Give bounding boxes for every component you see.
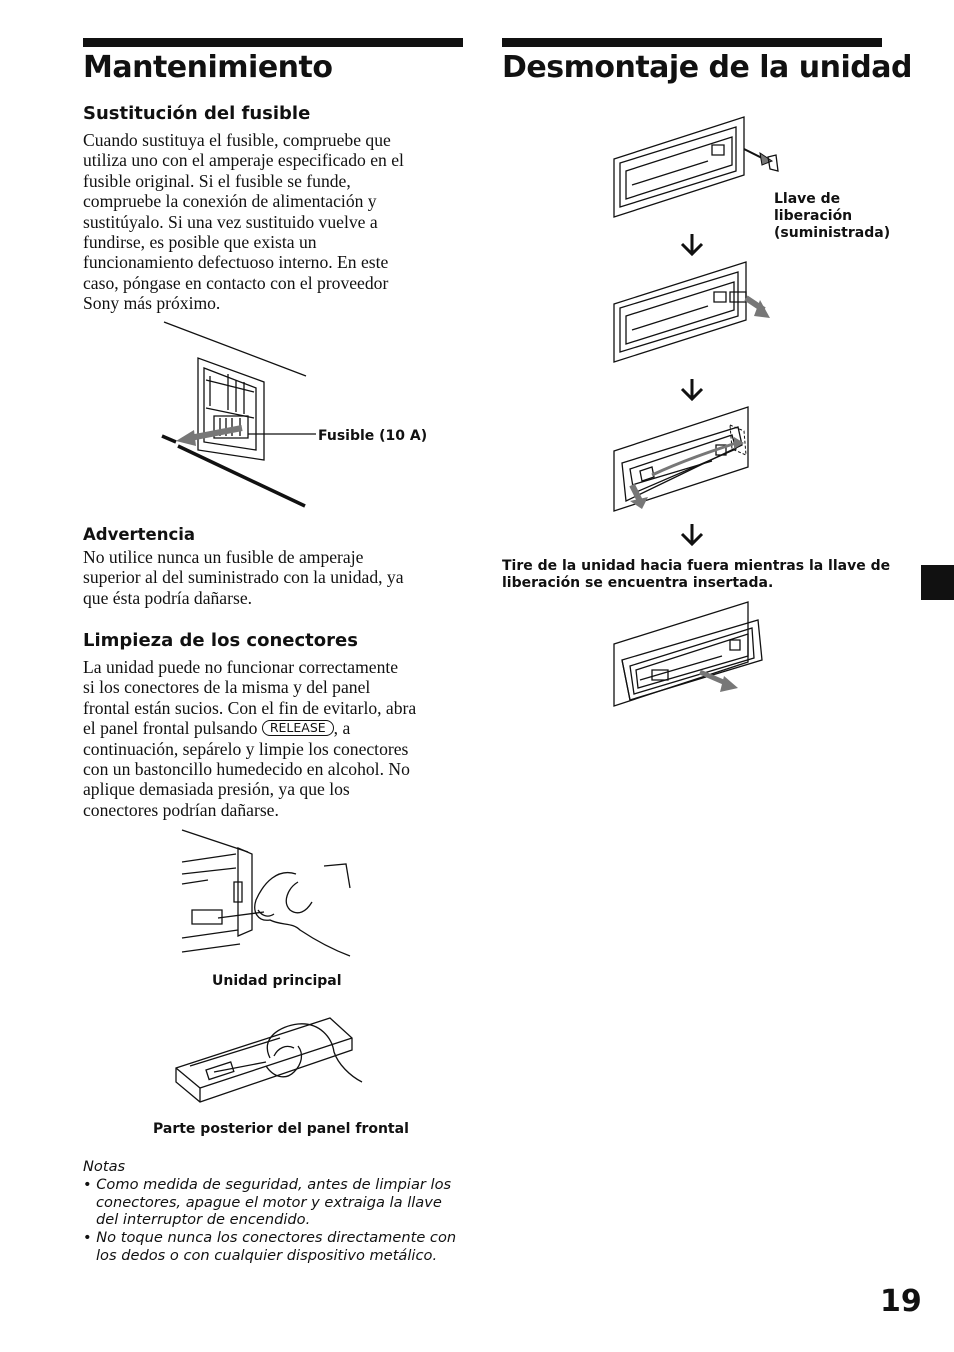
text-line bbox=[83, 718, 416, 738]
text-line: caso, póngase en contacto con el proveedor bbox=[83, 272, 389, 293]
removal-step-3-illustration bbox=[612, 405, 757, 513]
list-item: • No toque nunca los conectores directamente con los dedos o con cualquier dispositivo metálico. bbox=[83, 1229, 457, 1264]
text-line: sustitúyalo. Si una vez sustituido vuelve a bbox=[83, 211, 378, 232]
notes-block bbox=[83, 1158, 468, 1265]
section-tab-marker bbox=[921, 565, 954, 600]
fuse-illustration bbox=[150, 318, 330, 513]
text-line: aplique demasiada presión, ya que los bbox=[83, 779, 350, 800]
heading-warning: Advertencia bbox=[83, 525, 196, 544]
page-title-left: Mantenimiento bbox=[83, 50, 333, 85]
removal-step-4-illustration bbox=[612, 600, 772, 710]
removal-step-2-illustration bbox=[612, 260, 777, 366]
notes-list bbox=[83, 1176, 468, 1265]
heading-connectors: Limpieza de los conectores bbox=[83, 630, 358, 651]
fuse-label: Fusible (10 A) bbox=[318, 428, 428, 444]
release-button-symbol: RELEASE bbox=[262, 720, 334, 736]
caption-front-panel: Parte posterior del panel frontal bbox=[153, 1121, 409, 1137]
text-line: fundirse, es posible que exista un bbox=[83, 232, 317, 253]
connectors-paragraph bbox=[83, 657, 416, 820]
text-line: liberación bbox=[774, 208, 853, 224]
text-line: (suministrada) bbox=[774, 225, 891, 241]
text-fragment: , a bbox=[333, 718, 351, 739]
main-unit-cleaning-illustration bbox=[178, 826, 353, 966]
text-line: frontal están sucios. Con el fin de evitarlo, abra bbox=[83, 697, 417, 718]
text-line: continuación, sepárelo y limpie los conectores bbox=[83, 738, 409, 759]
text-line: que ésta podría dañarse. bbox=[83, 587, 253, 608]
notes-heading: Notas bbox=[83, 1158, 126, 1175]
text-line: funcionamiento defectuoso interno. En este bbox=[83, 252, 389, 273]
list-item: • Como medida de seguridad, antes de limpiar los conectores, apague el motor y extraiga la llave del interruptor de encendido. bbox=[83, 1175, 452, 1229]
fuse-paragraph bbox=[83, 130, 404, 314]
text-line: Tire de la unidad hacia fuera mientras la llave de bbox=[502, 558, 891, 574]
warning-paragraph bbox=[83, 547, 404, 608]
text-line: conectores podrían dañarse. bbox=[83, 799, 279, 820]
front-panel-cleaning-illustration bbox=[170, 1010, 365, 1110]
release-key-label bbox=[774, 191, 890, 242]
pull-instruction bbox=[502, 558, 890, 592]
title-rule-right bbox=[502, 38, 882, 47]
text-line: compruebe la conexión de alimentación y bbox=[83, 191, 377, 212]
text-line: superior al del suministrado con la unidad, ya bbox=[83, 567, 404, 588]
arrow-down-icon bbox=[679, 522, 705, 548]
heading-fuse: Sustitución del fusible bbox=[83, 103, 311, 124]
arrow-down-icon bbox=[679, 377, 705, 403]
page-title-right: Desmontaje de la unidad bbox=[502, 50, 912, 85]
text-fragment: el panel frontal pulsando bbox=[83, 718, 262, 739]
page-number: 19 bbox=[880, 1284, 922, 1319]
text-line: No utilice nunca un fusible de amperaje bbox=[83, 547, 364, 567]
text-line: liberación se encuentra insertada. bbox=[502, 575, 774, 591]
text-line: Cuando sustituya el fusible, compruebe que bbox=[83, 130, 391, 150]
text-line: con un bastoncillo humedecido en alcohol. No bbox=[83, 759, 410, 780]
text-line: Sony más próximo. bbox=[83, 293, 221, 314]
removal-step-1-illustration bbox=[612, 115, 782, 221]
text-line: Llave de bbox=[774, 191, 841, 207]
text-line: La unidad puede no funcionar correctamente bbox=[83, 657, 399, 677]
caption-main-unit: Unidad principal bbox=[212, 973, 342, 989]
text-line: fusible original. Si el fusible se funde, bbox=[83, 170, 351, 191]
text-line: si los conectores de la misma y del panel bbox=[83, 677, 371, 698]
title-rule-left bbox=[83, 38, 463, 47]
arrow-down-icon bbox=[679, 232, 705, 258]
text-line: utiliza uno con el amperaje especificado en el bbox=[83, 150, 404, 171]
